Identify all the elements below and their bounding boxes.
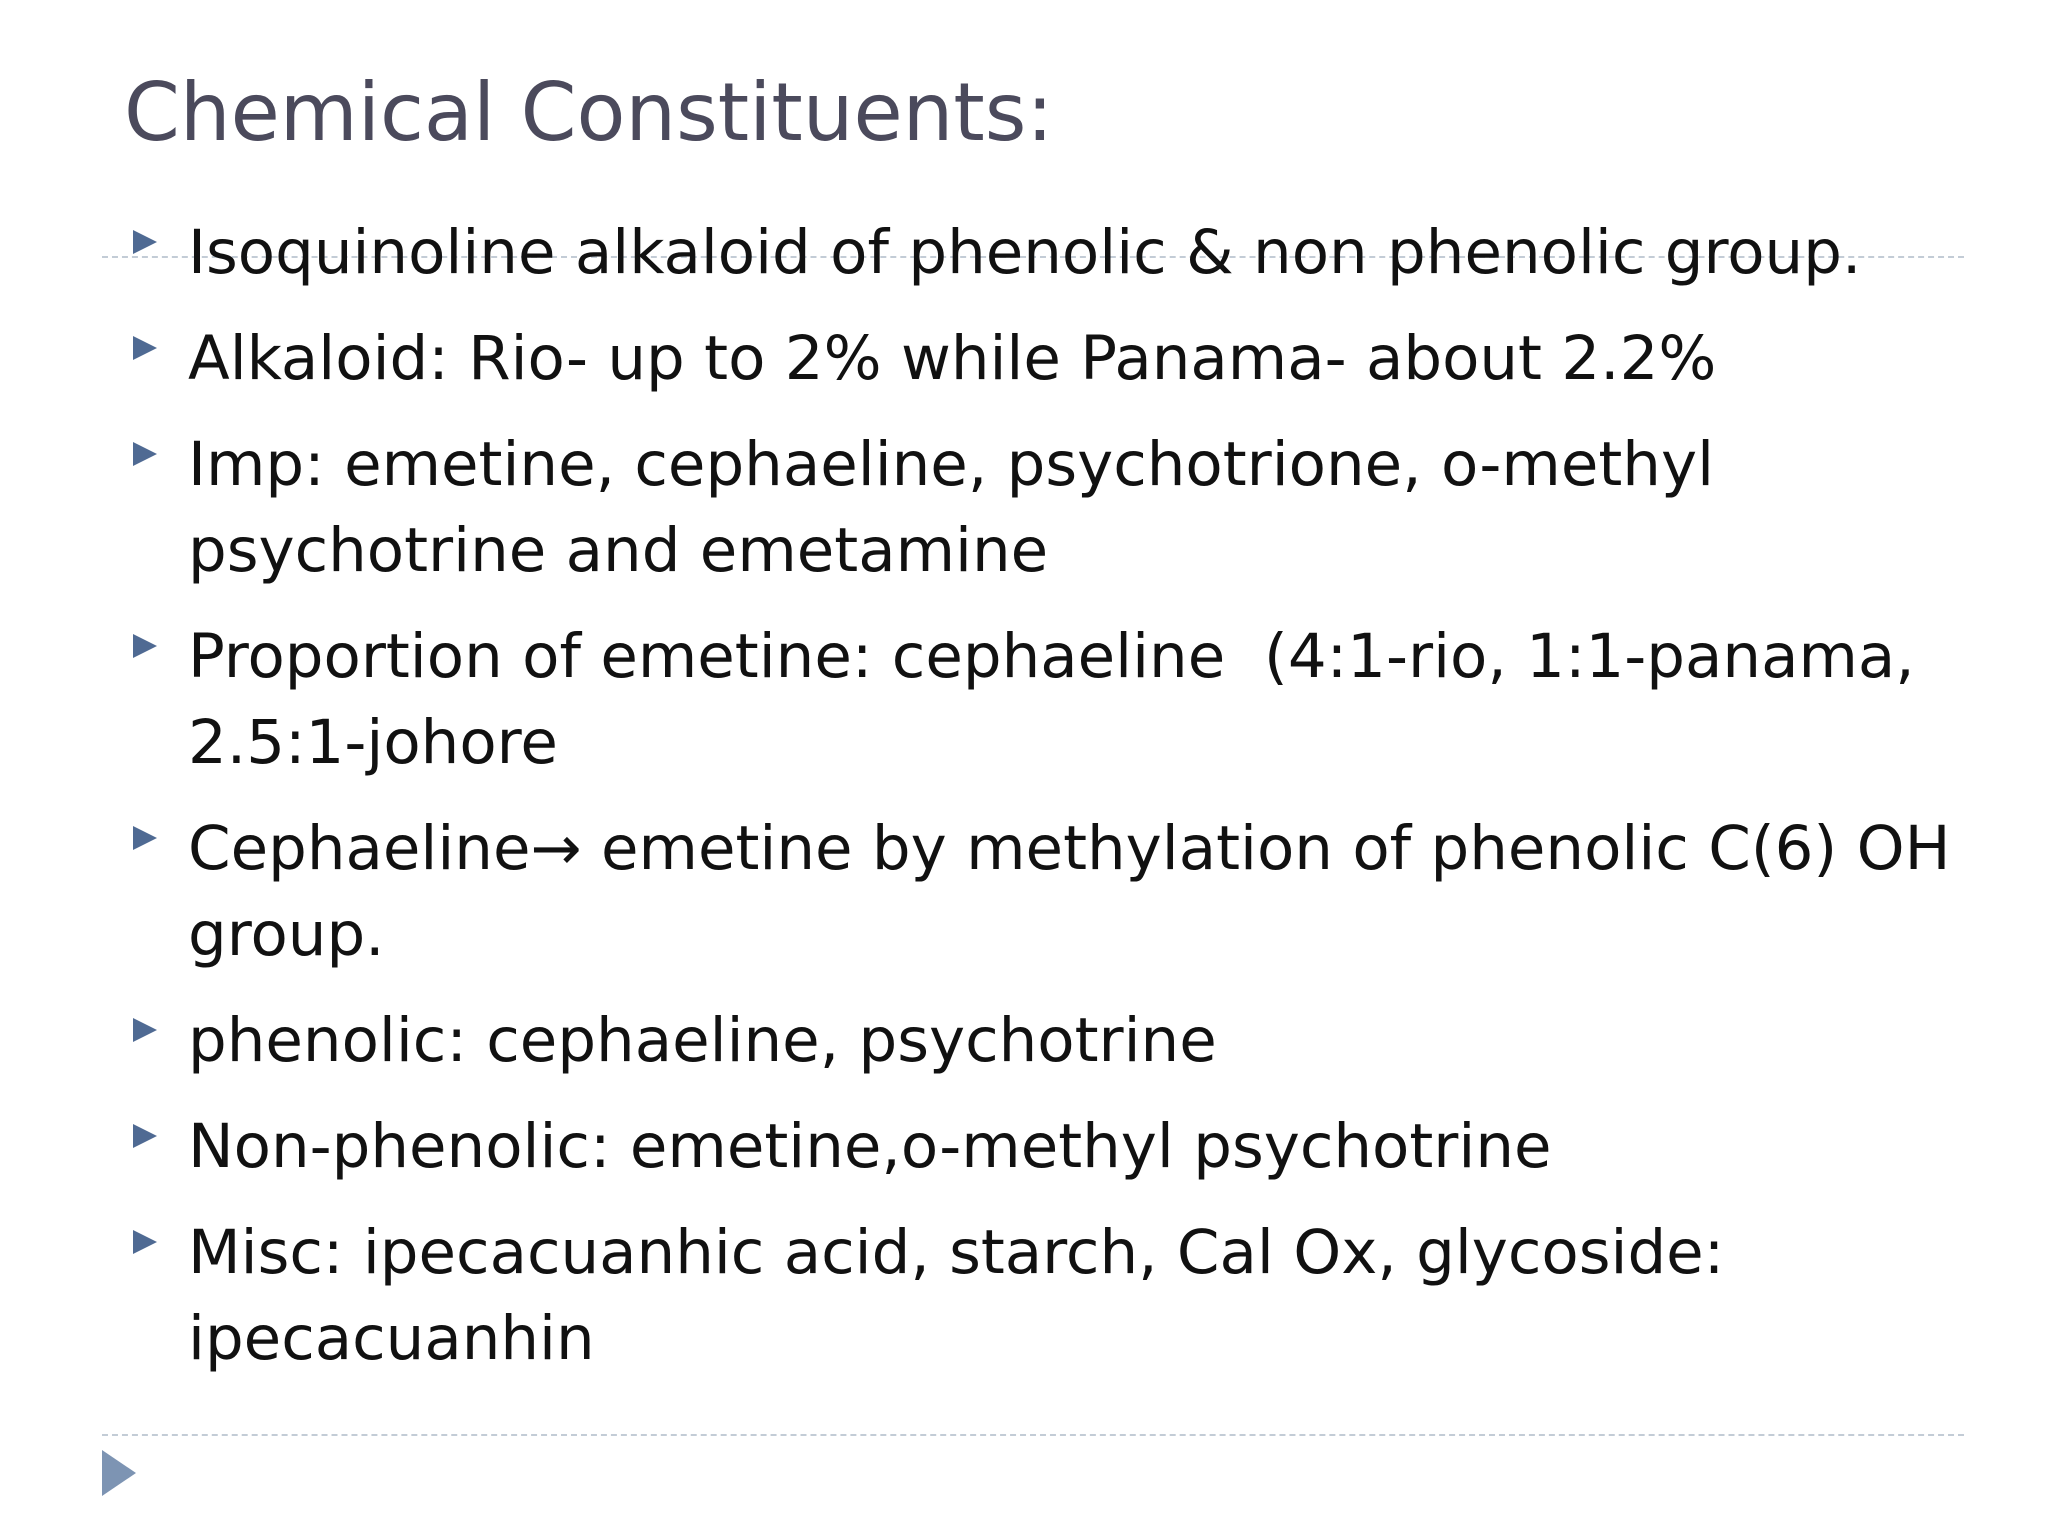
slide-title: Chemical Constituents:: [124, 66, 1054, 159]
triangle-bullet-icon: [133, 634, 157, 658]
bullet-text: Misc: ipecacuanhic acid, starch, Cal Ox, glycoside: ipecacuanhin: [188, 1217, 1744, 1374]
bullet-text: Isoquinoline alkaloid of phenolic & non phenolic group.: [188, 217, 1862, 288]
triangle-bullet-icon: [133, 826, 157, 850]
bullet-item: [120, 998, 2000, 1084]
triangle-bullet-icon: [133, 1124, 157, 1148]
bottom-divider: [102, 1434, 1964, 1436]
bullet-item: [120, 422, 2000, 594]
bullet-text: Proportion of emetine: cephaeline (4:1-rio, 1:1-panama, 2.5:1-johore: [188, 621, 1935, 778]
triangle-bullet-icon: [133, 1018, 157, 1042]
bullet-item: [120, 316, 2000, 402]
triangle-bullet-icon: [133, 442, 157, 466]
bullet-list: [120, 210, 2000, 1382]
bullet-item: [120, 614, 2000, 786]
bullet-item: [120, 806, 2000, 978]
bullet-item: [120, 210, 2000, 296]
next-slide-icon[interactable]: [102, 1450, 136, 1496]
triangle-bullet-icon: [133, 230, 157, 254]
triangle-bullet-icon: [133, 336, 157, 360]
bullet-text: Imp: emetine, cephaeline, psychotrione, o-methyl psychotrine and emetamine: [188, 429, 1734, 586]
triangle-bullet-icon: [133, 1230, 157, 1254]
bullet-text: Non-phenolic: emetine,o-methyl psychotrine: [188, 1111, 1552, 1182]
bullet-text: Alkaloid: Rio- up to 2% while Panama- about 2.2%: [188, 323, 1717, 394]
bullet-item: [120, 1210, 2000, 1382]
bullet-text: phenolic: cephaeline, psychotrine: [188, 1005, 1217, 1076]
bullet-text: Cephaeline→ emetine by methylation of phenolic C(6) OH group.: [188, 813, 1970, 970]
slide-content: [120, 210, 2000, 1430]
bullet-item: [120, 1104, 2000, 1190]
